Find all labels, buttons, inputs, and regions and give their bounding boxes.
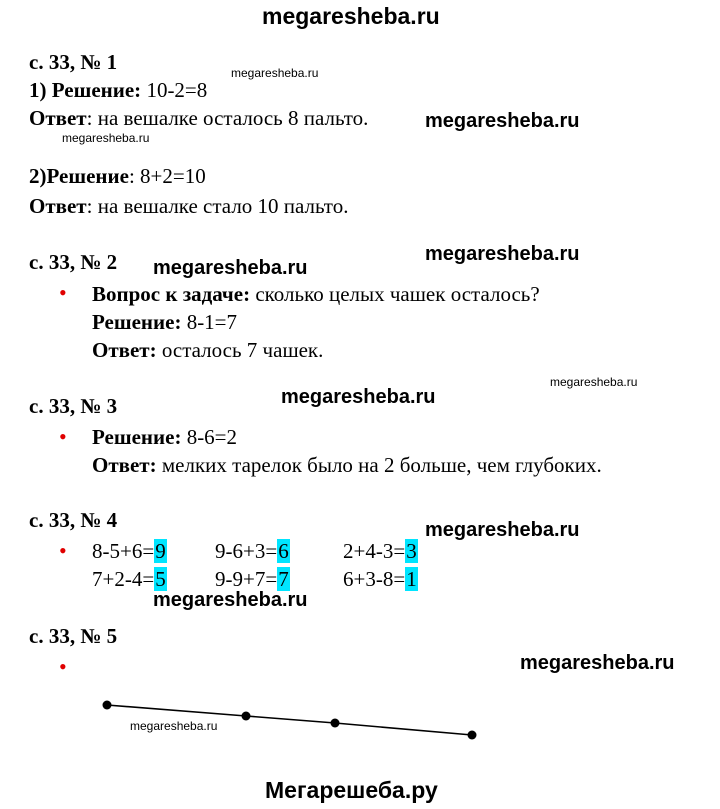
watermark: megaresheba.ru — [153, 589, 308, 611]
watermark: megaresheba.ru — [425, 110, 580, 132]
line-point — [103, 701, 112, 710]
answer-text: осталось 7 чашек. — [156, 338, 324, 362]
answer-text: : на вешалке осталось 8 пальто. — [86, 106, 369, 130]
equation-result: 7 — [278, 567, 289, 591]
equation-expression: 8-5+6= — [92, 539, 155, 563]
solution-expression: 10-2=8 — [141, 78, 208, 102]
solution-expression: 8-6=2 — [181, 425, 238, 449]
solution-expression: : 8+2=10 — [128, 164, 206, 188]
line-point — [242, 712, 251, 721]
equation-result: 1 — [406, 567, 417, 591]
equation-result: 9 — [155, 539, 166, 563]
equation-expression: 9-6+3= — [215, 539, 278, 563]
solution-label: Решение: — [92, 310, 182, 334]
answer-text: мелких тарелок было на 2 больше, чем глубоких. — [156, 453, 602, 477]
watermark: megaresheba.ru — [281, 386, 436, 408]
line-point — [331, 719, 340, 728]
equation-expression: 6+3-8= — [343, 567, 406, 591]
bullet: • — [59, 424, 67, 449]
equation-expression: 7+2-4= — [92, 567, 155, 591]
question-label: Вопрос к задаче: — [92, 282, 251, 306]
solution-label: 1) Решение: — [29, 78, 142, 102]
watermark: megaresheba.ru — [425, 519, 580, 541]
equation-expression: 9-9+7= — [215, 567, 278, 591]
answer-label: Ответ — [29, 194, 87, 218]
solution-label: 2)Решение — [29, 164, 129, 188]
answer-label: Ответ — [29, 106, 87, 130]
equation-result: 6 — [278, 539, 289, 563]
line-point — [468, 731, 477, 740]
bullet: • — [59, 280, 67, 305]
watermark: megaresheba.ru — [62, 131, 150, 145]
question-text: сколько целых чашек осталось? — [250, 282, 540, 306]
watermark: megaresheba.ru — [231, 66, 319, 80]
watermark: megaresheba.ru — [153, 257, 308, 279]
task1-title: с. 33, № 1 — [29, 50, 118, 74]
answer-text: : на вешалке стало 10 пальто. — [86, 194, 349, 218]
solution-expression: 8-1=7 — [181, 310, 238, 334]
task5-title: с. 33, № 5 — [29, 624, 118, 648]
bullet: • — [59, 654, 67, 679]
equation-result: 3 — [406, 539, 417, 563]
bullet: • — [59, 538, 67, 563]
equation-result: 5 — [155, 567, 166, 591]
task2-title: с. 33, № 2 — [29, 250, 118, 274]
site-footer: Мегарешеба.ру — [265, 777, 438, 803]
site-header: megaresheba.ru — [262, 3, 440, 29]
task4-title: с. 33, № 4 — [29, 508, 118, 532]
watermark: megaresheba.ru — [130, 719, 218, 733]
equation-expression: 2+4-3= — [343, 539, 406, 563]
watermark: megaresheba.ru — [425, 243, 580, 265]
watermark: megaresheba.ru — [520, 652, 675, 674]
answer-label: Ответ: — [92, 453, 157, 477]
task3-title: с. 33, № 3 — [29, 394, 118, 418]
watermark: megaresheba.ru — [550, 375, 638, 389]
answer-label: Ответ: — [92, 338, 157, 362]
solution-label: Решение: — [92, 425, 182, 449]
